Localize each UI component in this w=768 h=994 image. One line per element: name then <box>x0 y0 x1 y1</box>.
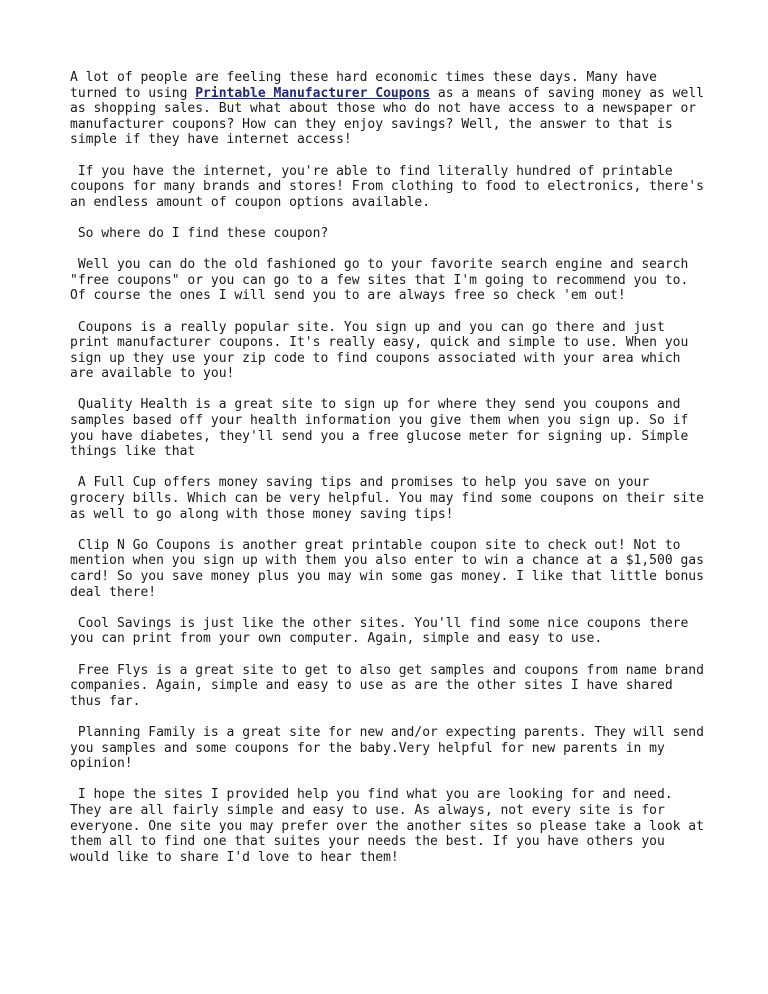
intro-text-after-link: as a means of saving money as well as shopping sales. But what about those who do not have access to a newspaper or manufacturer coupons? How can they enjoy savings? Well, the answer to that is simple if they have internet access! <box>70 85 712 148</box>
intro-paragraph <box>70 70 710 148</box>
paragraph-coupons-site: Coupons is a really popular site. You sign up and you can go there and just print manufacturer coupons. It's really easy, quick and simple to use. When you sign up they use your zip code to find coupons associated with your area which are available to you! <box>70 319 697 382</box>
paragraph-internet: If you have the internet, you're able to find literally hundred of printable coupons for many brands and stores! From clothing to food to electronics, there's an endless amount of coupon options available. <box>70 163 712 210</box>
printable-manufacturer-coupons-link[interactable]: Printable Manufacturer Coupons <box>195 85 431 101</box>
paragraph-search-engine: Well you can do the old fashioned go to your favorite search engine and search "free coupons" or you can go to a few sites that I'm going to recommend you to. Of course the ones I will send you to are always free so check 'em out! <box>70 257 697 304</box>
paragraph-cool-savings: Cool Savings is just like the other sites. You'll find some nice coupons there you can print from your own computer. Again, simple and easy to use. <box>70 615 697 647</box>
paragraph-where-question: So where do I find these coupon? <box>70 225 329 241</box>
intro-text-before-link: A lot of people are feeling these hard economic times these days. Many have turned to using <box>70 70 665 101</box>
paragraph-free-flys: Free Flys is a great site to get to also get samples and coupons from name brand companies. Again, simple and easy to use as are the other sites I have shared thus far. <box>70 662 712 709</box>
paragraph-clip-n-go: Clip N Go Coupons is another great printable coupon site to check out! Not to mention when you sign up with them you also enter to win a chance at a $1,500 gas card! So you save money plus you may win some gas money. I like that little bonus deal there! <box>70 537 712 600</box>
article-body <box>70 70 710 881</box>
paragraph-quality-health: Quality Health is a great site to sign up for where they send you coupons and samples based off your health information you give them when you sign up. So if you have diabetes, they'll send you a free glucose meter for signing up. Simple things like that <box>70 397 697 460</box>
paragraph-planning-family: Planning Family is a great site for new and/or expecting parents. They will send you samples and some coupons for the baby.Very helpful for new parents in my opinion! <box>70 724 712 772</box>
paragraph-conclusion: I hope the sites I provided help you find what you are looking for and need. They are all fairly simple and easy to use. As always, not every site is for everyone. One site you may prefer over the another sites so please take a look at them all to find one that suites your needs the best. If you have others you would like to share I'd love to hear them! <box>70 787 712 865</box>
paragraph-a-full-cup: A Full Cup offers money saving tips and promises to help you save on your grocery bills. Which can be very helpful. You may find some coupons on their site as well to go along with those money saving tips! <box>70 475 712 522</box>
